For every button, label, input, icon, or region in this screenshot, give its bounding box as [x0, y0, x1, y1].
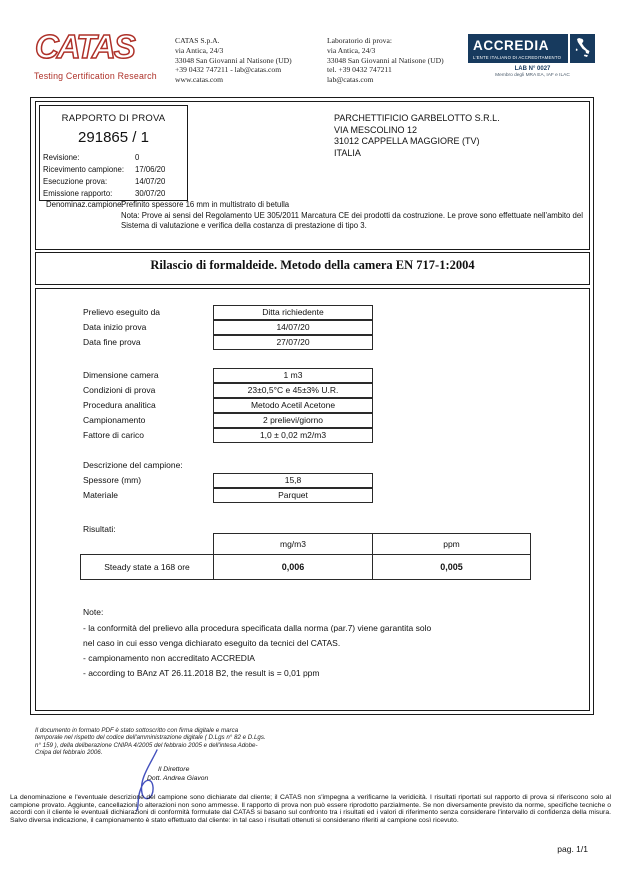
customer-address — [334, 113, 500, 159]
field-value: 17/06/20 — [135, 165, 166, 174]
report-field-row — [43, 177, 185, 189]
signature-note-line: Il documento in formato PDF è stato sottoscritto con firma digitale e marca — [35, 727, 239, 734]
report-field-row — [43, 165, 185, 177]
field-label: Esecuzione prova: — [43, 177, 108, 186]
customer-line: VIA MESCOLINO 12 — [334, 124, 418, 135]
field-value: 14/07/20 — [135, 177, 166, 186]
catas-tagline: Testing Certification Research — [34, 71, 157, 81]
legal-disclaimer: La denominazione e l'eventuale descrizione del campione sono dichiarate dal cliente; il CATAS non s'impegna a verificarne la veridicità. I risultati riportati sul rapporto di prova si riferiscono solo al campione provato. Aggiunte, cancellazioni o alterazioni non sono ammesse. Il rapporto di prova non può essere riprodotto parzialmente. Se non diversamente previsto da norme, specifiche tecniche o accordi con il cliente le eventuali dichiarazioni di conformità formulate dal CATAS si basano sul confronto tra i risultati ed i valori di riferimento senza considerare l'intervallo di confidenza della misura. Salvo diversa indicazione, il campionamento è stato effettuato dal cliente: in tal caso i risultati ottenuti si considerano riferiti al campione così ricevuto. — [10, 794, 611, 825]
row-label: Campionamento — [83, 415, 146, 425]
row-value: Ditta richiedente — [213, 305, 373, 320]
lab-address — [327, 36, 444, 85]
test-title: Rilascio di formaldeide. Metodo della camera EN 717-1:2004 — [150, 258, 475, 272]
director-title: Il Direttore — [158, 766, 190, 773]
row-label: Procedura analitica — [83, 400, 156, 410]
row-value: 23±0,5°C e 45±3% U.R. — [213, 383, 373, 398]
accredia-name: ACCREDIA — [473, 38, 550, 53]
row-value: 14/07/20 — [213, 320, 373, 335]
row-value: Metodo Acetil Acetone — [213, 398, 373, 413]
accredia-logo — [468, 34, 597, 78]
sample-description — [121, 200, 591, 232]
customer-line: 31012 CAPPELLA MAGGIORE (TV) — [334, 136, 480, 146]
report-box-title: RAPPORTO DI PROVA — [61, 113, 166, 124]
field-value: 0 — [135, 153, 140, 162]
sample-label: Denominaz.campione: — [46, 200, 124, 209]
page-number: pag. 1/1 — [557, 844, 588, 854]
field-label: Emissione rapporto: — [43, 189, 113, 198]
main-content-box — [35, 288, 590, 711]
accredia-membership: Membro degli MRA EA, IAF e ILAC — [495, 72, 570, 78]
row-label: Data fine prova — [83, 337, 141, 347]
row-label: Dimensione camera — [83, 370, 159, 380]
row-label: Prelievo eseguito da — [83, 307, 161, 317]
signature-note-line: temporale nel rispetto del codice dell'amministrazione digitale ( D.Lgs n° 82 e D.Lgs. — [35, 734, 266, 742]
sample-note: Nota: Prove ai sensi del Regolamento UE 305/2011 Marcatura CE dei prodotti da costruzione. Le prove sono effettuate nell'ambito del Sistema di valutazione e verifica della costanza di prestazione di tipo 3. — [121, 210, 583, 230]
row-value: 15,8 — [213, 473, 373, 488]
italy-map-icon — [570, 34, 595, 63]
row-value: 1,0 ± 0,02 m2/m3 — [213, 428, 373, 443]
section-label: Risultati: — [83, 524, 116, 534]
results-value: 0,005 — [372, 554, 531, 580]
report-header-box — [35, 101, 590, 250]
note-line: - campionamento non accreditato ACCREDIA — [83, 653, 255, 663]
note-line: - according to BAnz AT 26.11.2018 B2, the result is = 0,01 ppm — [83, 668, 320, 678]
address-line: 33048 San Giovanni al Natisone (UD) — [175, 55, 292, 65]
address-line: tel. +39 0432 747211 — [327, 65, 392, 75]
report-field-row — [43, 153, 185, 165]
row-label: Materiale — [83, 490, 118, 500]
test-title-box — [35, 252, 590, 285]
row-value: 2 prelievi/giorno — [213, 413, 373, 428]
address-line: 33048 San Giovanni al Natisone (UD) — [327, 55, 444, 65]
results-value: 0,006 — [213, 554, 373, 580]
section-label: Descrizione del campione: — [83, 460, 183, 470]
address-line: www.catas.com — [175, 75, 224, 85]
address-line: +39 0432 747211 - lab@catas.com — [175, 65, 282, 75]
catas-logo-text: CATAS — [35, 28, 134, 65]
report-number-box — [39, 105, 188, 201]
row-value: 1 m3 — [213, 368, 373, 383]
accredia-subtitle: L'ENTE ITALIANO DI ACCREDITAMENTO — [473, 54, 562, 60]
row-value: 27/07/20 — [213, 335, 373, 350]
row-value: Parquet — [213, 488, 373, 503]
director-name: Dott. Andrea Giavon — [147, 775, 209, 782]
row-label: Condizioni di prova — [83, 385, 156, 395]
catas-logo-icon — [34, 28, 170, 66]
results-row-label: Steady state a 168 ore — [80, 554, 214, 580]
row-label: Fattore di carico — [83, 430, 144, 440]
accredia-banner — [468, 34, 597, 63]
accredia-lab-number: LAB N° 0027 — [514, 65, 551, 72]
address-line: lab@catas.com — [327, 75, 374, 85]
field-label: Revisione: — [43, 153, 80, 162]
row-label: Data inizio prova — [83, 322, 147, 332]
address-line: via Antica, 24/3 — [327, 45, 376, 55]
signature-note-line: Cnipa del febbraio 2006. — [35, 749, 103, 757]
address-line: via Antica, 24/3 — [175, 45, 224, 55]
company-address — [175, 36, 292, 85]
sample-description-line: Prefinito spessore 16 mm in multistrato di betulla — [121, 200, 290, 209]
results-column-header: mg/m3 — [213, 533, 373, 555]
address-line: CATAS S.p.A. — [175, 36, 220, 45]
note-line: - la conformità del prelievo alla procedura specificata dalla norma (par.7) viene garantita solo — [83, 623, 432, 633]
note-line: nel caso in cui esso venga dichiarato eseguito da tecnici del CATAS. — [83, 638, 341, 648]
accredia-wordmark — [468, 34, 568, 63]
report-number: 291865 / 1 — [78, 129, 149, 146]
customer-line: ITALIA — [334, 147, 361, 158]
catas-logo — [34, 28, 170, 81]
results-column-header: ppm — [372, 533, 531, 555]
customer-line: PARCHETTIFICIO GARBELOTTO S.R.L. — [334, 113, 500, 123]
row-label: Spessore (mm) — [83, 475, 142, 485]
address-line: Laboratorio di prova: — [327, 36, 392, 45]
field-value: 30/07/20 — [135, 189, 166, 198]
field-label: Ricevimento campione: — [43, 165, 125, 174]
signature-note-line: n° 159 ), della deliberazione CNIPA 4/2005 del febbraio 2005 e dell'intesa Adobe- — [35, 741, 258, 749]
notes-title: Note: — [83, 607, 104, 617]
